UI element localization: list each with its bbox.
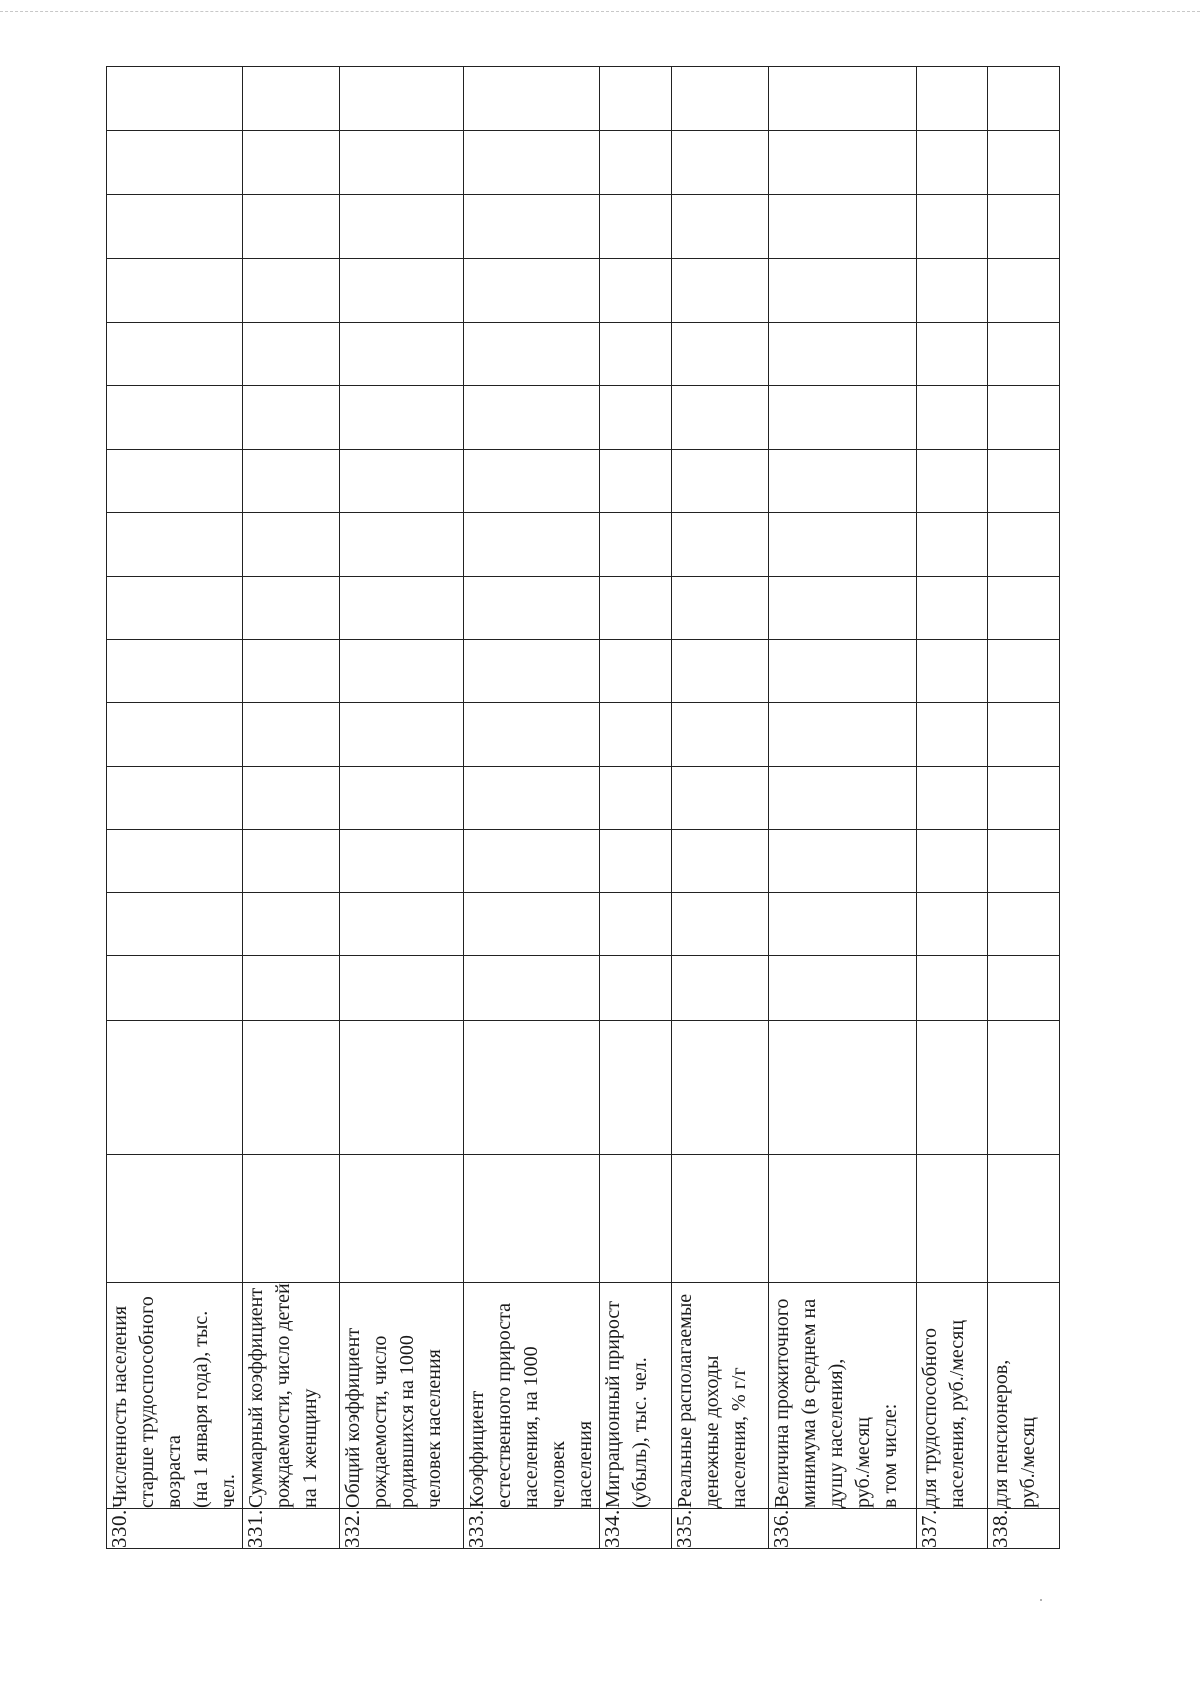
value-cell[interactable]: [917, 830, 988, 893]
value-cell[interactable]: [243, 577, 340, 640]
value-cell[interactable]: [769, 893, 917, 956]
table-row: [464, 67, 600, 1549]
value-cell[interactable]: [464, 640, 600, 703]
indicator-label: Миграционный прирост (убыль), тыс. чел.: [600, 1283, 672, 1509]
value-cell[interactable]: [340, 131, 464, 195]
value-cell[interactable]: [988, 67, 1060, 131]
value-cell[interactable]: [769, 1021, 917, 1155]
value-cell[interactable]: [340, 450, 464, 513]
value-cell[interactable]: [769, 1155, 917, 1283]
value-cell[interactable]: [600, 1021, 672, 1155]
value-cell[interactable]: [917, 386, 988, 450]
value-cell[interactable]: [988, 703, 1060, 767]
value-cell[interactable]: [340, 259, 464, 323]
value-cell[interactable]: [340, 830, 464, 893]
value-cell[interactable]: [340, 640, 464, 703]
value-cell[interactable]: [988, 323, 1060, 386]
value-cell[interactable]: [988, 830, 1060, 893]
value-cell[interactable]: [107, 1155, 243, 1283]
indicator-label: Реальные располагаемые денежные доходы населения, % г/г: [672, 1283, 769, 1509]
value-cell[interactable]: [600, 640, 672, 703]
indicators-table: [106, 66, 1060, 1549]
value-cell[interactable]: [672, 956, 769, 1021]
value-cell[interactable]: [769, 767, 917, 830]
value-cell[interactable]: [243, 67, 340, 131]
value-cell[interactable]: [600, 830, 672, 893]
scan-edge-line: [0, 11, 1200, 12]
value-cell[interactable]: [769, 640, 917, 703]
value-cell[interactable]: [464, 259, 600, 323]
value-cell[interactable]: [988, 259, 1060, 323]
value-cell[interactable]: [464, 386, 600, 450]
table-body: [107, 67, 1060, 1549]
value-cell[interactable]: [672, 1155, 769, 1283]
value-cell[interactable]: [917, 577, 988, 640]
value-cell[interactable]: [672, 703, 769, 767]
value-cell[interactable]: [340, 577, 464, 640]
value-cell[interactable]: [600, 386, 672, 450]
value-cell[interactable]: [988, 386, 1060, 450]
indicator-label: Коэффициент естественного прироста населения, на 1000 человек населения: [464, 1283, 600, 1509]
table-row: [600, 67, 672, 1549]
value-cell[interactable]: [340, 956, 464, 1021]
value-cell[interactable]: [243, 513, 340, 577]
value-cell[interactable]: [769, 67, 917, 131]
row-number: 331.: [243, 1509, 340, 1549]
table-row: [988, 67, 1060, 1549]
value-cell[interactable]: [917, 67, 988, 131]
value-cell[interactable]: [340, 67, 464, 131]
value-cell[interactable]: [917, 956, 988, 1021]
row-number: 333.: [464, 1509, 600, 1549]
value-cell[interactable]: [107, 956, 243, 1021]
value-cell[interactable]: [107, 1021, 243, 1155]
value-cell[interactable]: [243, 386, 340, 450]
value-cell[interactable]: [464, 767, 600, 830]
value-cell[interactable]: [988, 1155, 1060, 1283]
value-cell[interactable]: [600, 1155, 672, 1283]
value-cell[interactable]: [464, 956, 600, 1021]
value-cell[interactable]: [672, 195, 769, 259]
value-cell[interactable]: [464, 450, 600, 513]
value-cell[interactable]: [340, 386, 464, 450]
rotated-table-container: [106, 112, 1060, 1549]
indicator-label: Величина прожиточного минимума (в среднем на душу населения), руб./месяц в том числе:: [769, 1283, 917, 1509]
value-cell[interactable]: [988, 131, 1060, 195]
value-cell[interactable]: [600, 577, 672, 640]
value-cell[interactable]: [600, 259, 672, 323]
value-cell[interactable]: [600, 195, 672, 259]
value-cell[interactable]: [672, 67, 769, 131]
value-cell[interactable]: [917, 1021, 988, 1155]
value-cell[interactable]: [107, 830, 243, 893]
value-cell[interactable]: [769, 323, 917, 386]
value-cell[interactable]: [340, 513, 464, 577]
row-number: 336.: [769, 1509, 917, 1549]
value-cell[interactable]: [243, 767, 340, 830]
value-cell[interactable]: [340, 195, 464, 259]
value-cell[interactable]: [917, 131, 988, 195]
value-cell[interactable]: [464, 513, 600, 577]
value-cell[interactable]: [243, 259, 340, 323]
table-row: [917, 67, 988, 1549]
value-cell[interactable]: [672, 323, 769, 386]
value-cell[interactable]: [917, 703, 988, 767]
scan-speck: [1040, 1599, 1042, 1601]
value-cell[interactable]: [672, 577, 769, 640]
value-cell[interactable]: [600, 323, 672, 386]
value-cell[interactable]: [107, 577, 243, 640]
value-cell[interactable]: [107, 893, 243, 956]
row-number: 337.: [917, 1509, 988, 1549]
row-number: 332.: [340, 1509, 464, 1549]
value-cell[interactable]: [107, 323, 243, 386]
value-cell[interactable]: [464, 1021, 600, 1155]
value-cell[interactable]: [672, 640, 769, 703]
table-row: [769, 67, 917, 1549]
value-cell[interactable]: [672, 767, 769, 830]
value-cell[interactable]: [600, 67, 672, 131]
value-cell[interactable]: [107, 767, 243, 830]
value-cell[interactable]: [340, 703, 464, 767]
value-cell[interactable]: [988, 195, 1060, 259]
indicator-label: для пенсионеров, руб./месяц: [988, 1283, 1060, 1509]
value-cell[interactable]: [988, 1021, 1060, 1155]
table-row: [107, 67, 243, 1549]
value-cell[interactable]: [243, 1021, 340, 1155]
value-cell[interactable]: [769, 577, 917, 640]
value-cell[interactable]: [464, 195, 600, 259]
value-cell[interactable]: [243, 893, 340, 956]
value-cell[interactable]: [243, 956, 340, 1021]
table-row: [672, 67, 769, 1549]
value-cell[interactable]: [917, 513, 988, 577]
value-cell[interactable]: [600, 767, 672, 830]
value-cell[interactable]: [769, 513, 917, 577]
value-cell[interactable]: [107, 640, 243, 703]
indicator-label: Общий коэффициент рождаемости, число родившихся на 1000 человек населения: [340, 1283, 464, 1509]
value-cell[interactable]: [917, 259, 988, 323]
value-cell[interactable]: [107, 703, 243, 767]
value-cell[interactable]: [672, 259, 769, 323]
value-cell[interactable]: [464, 323, 600, 386]
value-cell[interactable]: [464, 1155, 600, 1283]
value-cell[interactable]: [917, 767, 988, 830]
value-cell[interactable]: [600, 956, 672, 1021]
value-cell[interactable]: [340, 1021, 464, 1155]
value-cell[interactable]: [243, 450, 340, 513]
indicator-label: Суммарный коэффициент рождаемости, число детей на 1 женщину: [243, 1283, 340, 1509]
value-cell[interactable]: [988, 767, 1060, 830]
value-cell[interactable]: [672, 1021, 769, 1155]
value-cell[interactable]: [600, 893, 672, 956]
value-cell[interactable]: [988, 956, 1060, 1021]
row-number: 334.: [600, 1509, 672, 1549]
value-cell[interactable]: [243, 640, 340, 703]
value-cell[interactable]: [988, 893, 1060, 956]
table-row: [340, 67, 464, 1549]
value-cell[interactable]: [464, 703, 600, 767]
value-cell[interactable]: [340, 1155, 464, 1283]
value-cell[interactable]: [243, 131, 340, 195]
value-cell[interactable]: [672, 131, 769, 195]
value-cell[interactable]: [769, 386, 917, 450]
value-cell[interactable]: [917, 1155, 988, 1283]
value-cell[interactable]: [243, 703, 340, 767]
value-cell[interactable]: [672, 830, 769, 893]
value-cell[interactable]: [107, 131, 243, 195]
value-cell[interactable]: [917, 450, 988, 513]
row-number: 335.: [672, 1509, 769, 1549]
value-cell[interactable]: [917, 195, 988, 259]
value-cell[interactable]: [107, 259, 243, 323]
value-cell[interactable]: [464, 577, 600, 640]
value-cell[interactable]: [243, 323, 340, 386]
value-cell[interactable]: [769, 259, 917, 323]
value-cell[interactable]: [600, 703, 672, 767]
value-cell[interactable]: [988, 450, 1060, 513]
value-cell[interactable]: [988, 513, 1060, 577]
value-cell[interactable]: [988, 640, 1060, 703]
value-cell[interactable]: [340, 323, 464, 386]
value-cell[interactable]: [340, 767, 464, 830]
indicator-label: для трудоспособного населения, руб./месяц: [917, 1283, 988, 1509]
value-cell[interactable]: [243, 830, 340, 893]
value-cell[interactable]: [107, 386, 243, 450]
value-cell[interactable]: [107, 450, 243, 513]
value-cell[interactable]: [243, 1155, 340, 1283]
value-cell[interactable]: [672, 893, 769, 956]
value-cell[interactable]: [464, 893, 600, 956]
value-cell[interactable]: [340, 893, 464, 956]
row-number: 338.: [988, 1509, 1060, 1549]
value-cell[interactable]: [107, 513, 243, 577]
indicator-label: Численность населения старше трудоспособного возраста (на 1 января года), тыс. чел.: [107, 1283, 243, 1509]
row-number: 330.: [107, 1509, 243, 1549]
value-cell[interactable]: [464, 830, 600, 893]
value-cell[interactable]: [769, 195, 917, 259]
value-cell[interactable]: [600, 513, 672, 577]
value-cell[interactable]: [769, 703, 917, 767]
value-cell[interactable]: [672, 513, 769, 577]
value-cell[interactable]: [769, 956, 917, 1021]
value-cell[interactable]: [672, 450, 769, 513]
value-cell[interactable]: [464, 131, 600, 195]
value-cell[interactable]: [769, 450, 917, 513]
value-cell[interactable]: [769, 131, 917, 195]
value-cell[interactable]: [769, 830, 917, 893]
value-cell[interactable]: [243, 195, 340, 259]
value-cell[interactable]: [988, 577, 1060, 640]
value-cell[interactable]: [600, 131, 672, 195]
value-cell[interactable]: [107, 67, 243, 131]
table-row: [243, 67, 340, 1549]
value-cell[interactable]: [917, 323, 988, 386]
value-cell[interactable]: [672, 386, 769, 450]
value-cell[interactable]: [464, 67, 600, 131]
value-cell[interactable]: [107, 195, 243, 259]
value-cell[interactable]: [917, 893, 988, 956]
value-cell[interactable]: [917, 640, 988, 703]
value-cell[interactable]: [600, 450, 672, 513]
